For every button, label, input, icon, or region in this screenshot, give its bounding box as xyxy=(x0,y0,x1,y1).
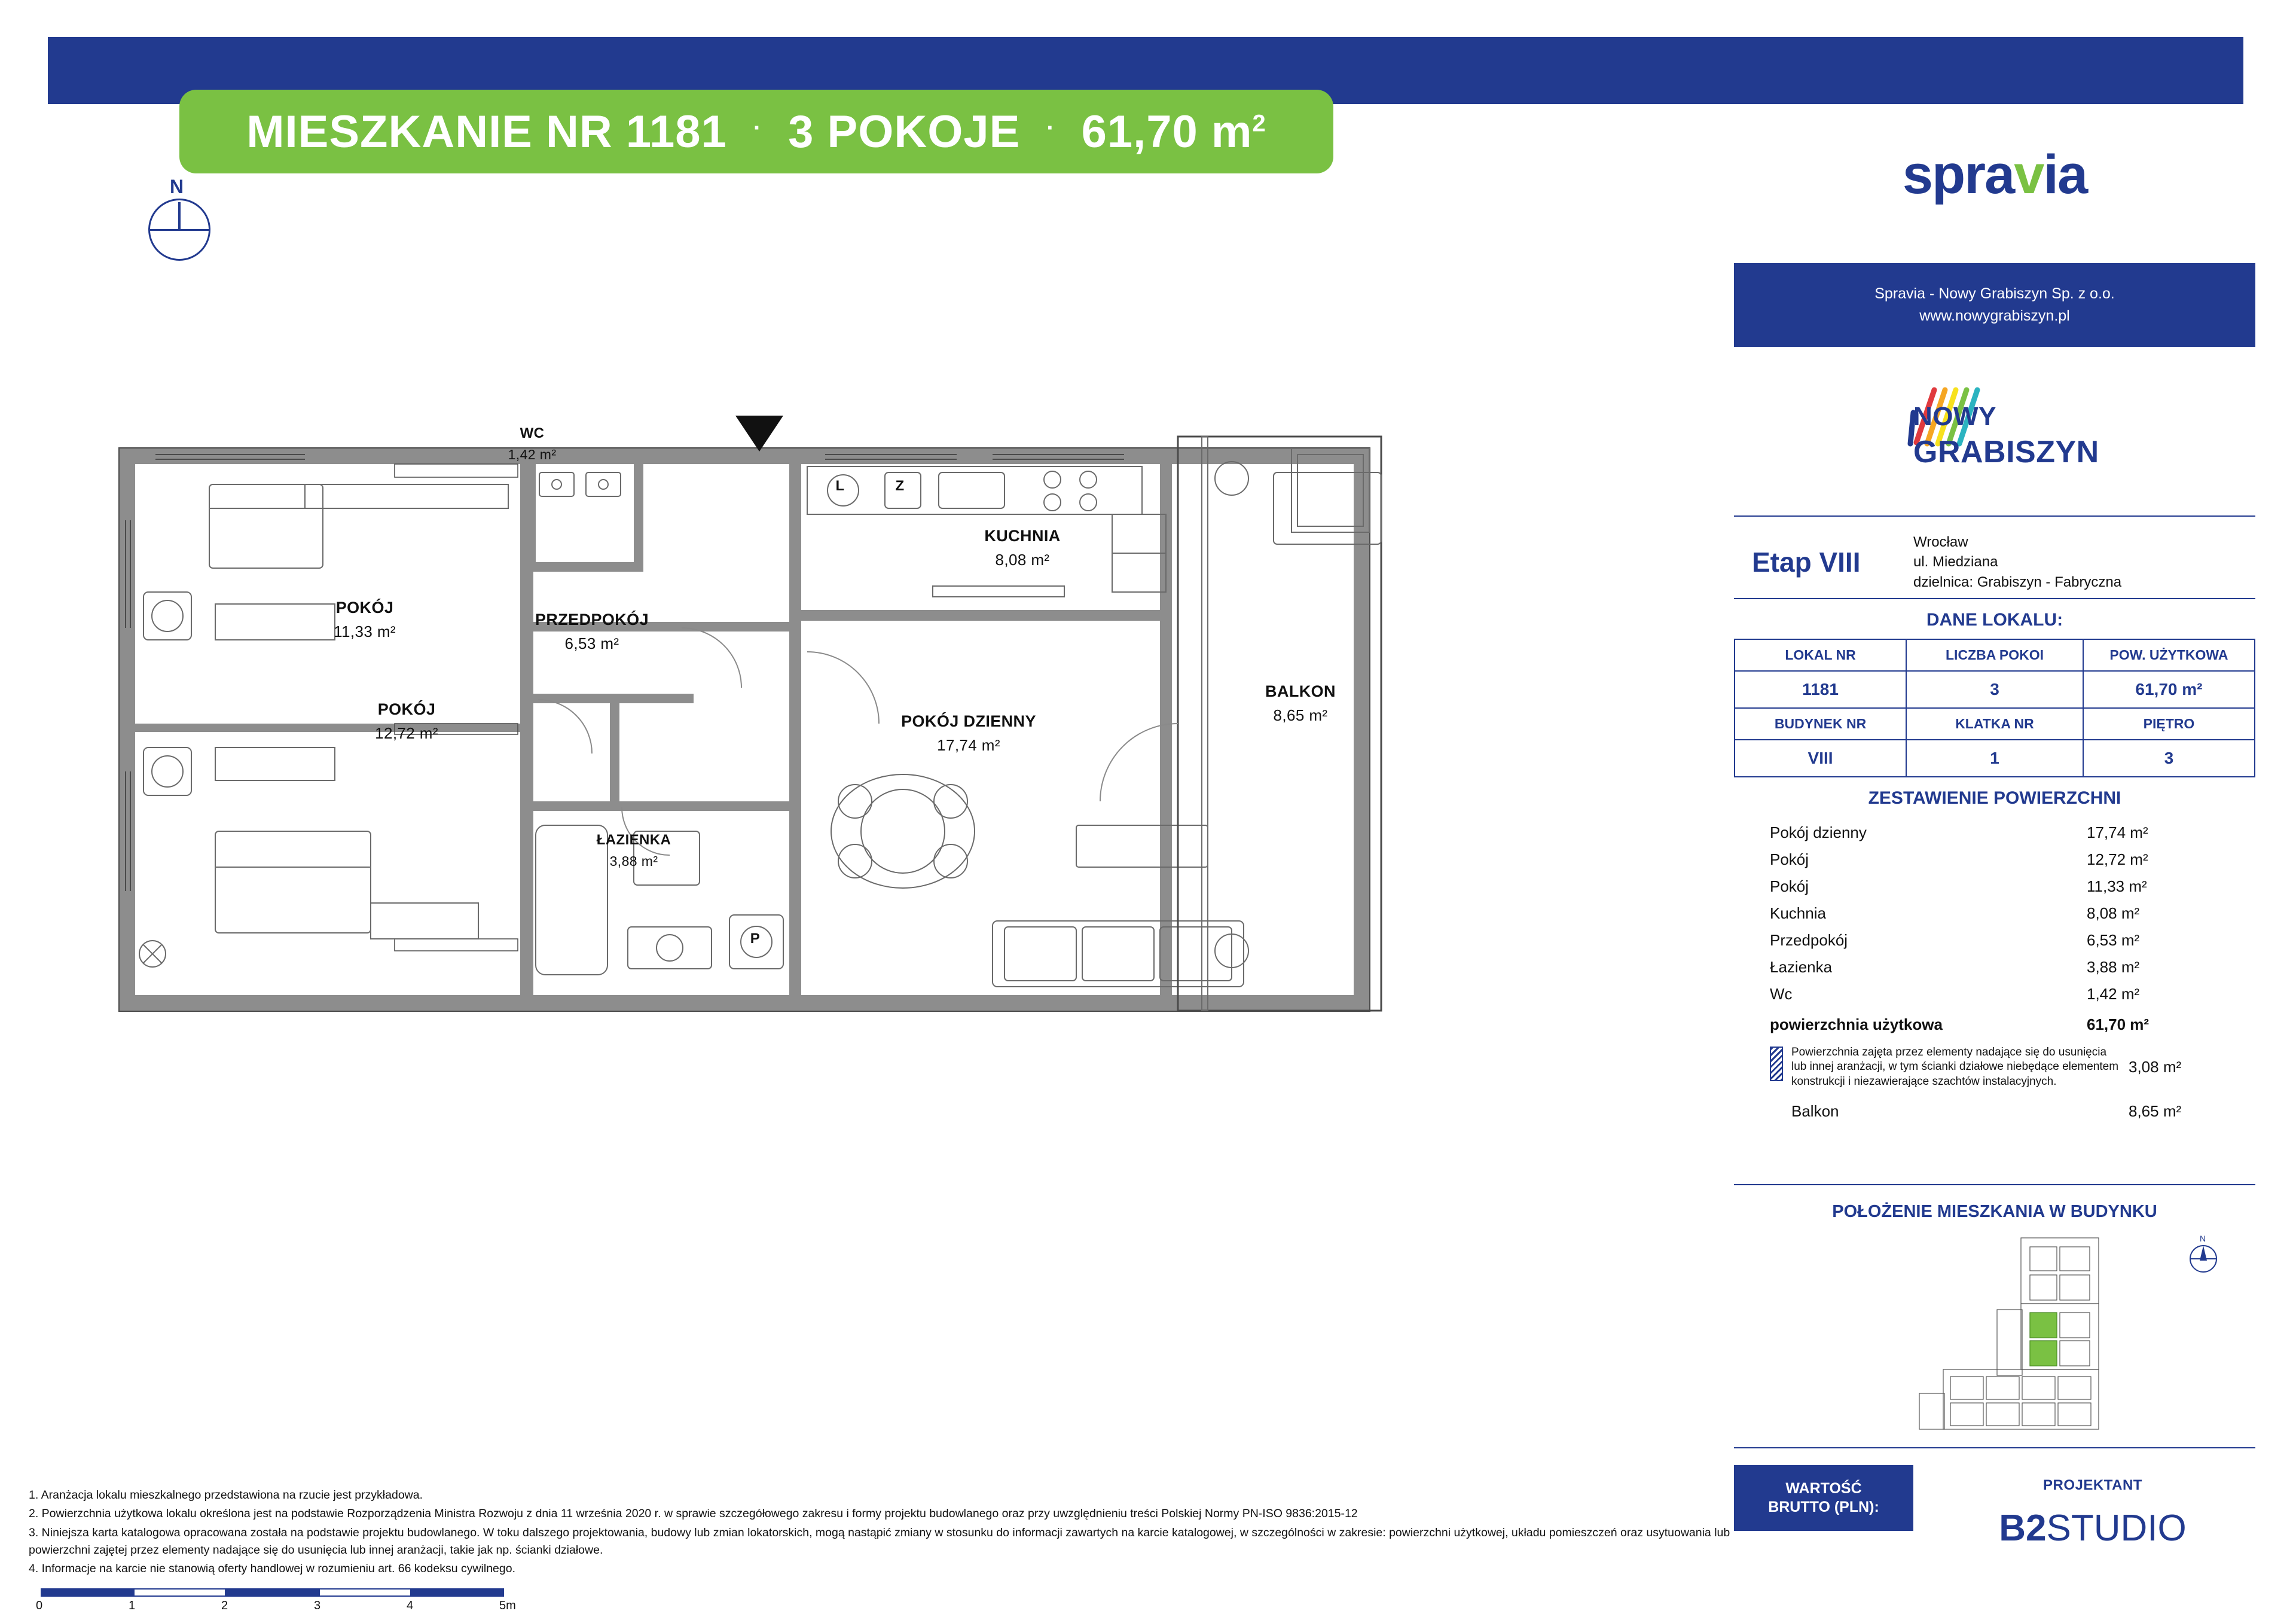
price-label-line-1: WARTOŚĆ xyxy=(1785,1479,1862,1497)
td-pow-uzytkowa: 61,70 m² xyxy=(2083,671,2255,708)
scale-seg-1 xyxy=(41,1588,133,1597)
divider-3 xyxy=(1734,1184,2255,1185)
hatch-swatch-icon xyxy=(1770,1047,1783,1081)
apartment-number: MIESZKANIE NR 1181 xyxy=(246,106,727,157)
balcony-name: Balkon xyxy=(1791,1102,1839,1120)
stage-address xyxy=(1913,532,2121,593)
th-pietro: PIĘTRO xyxy=(2083,708,2255,740)
room-label-pokoj-dzienny: POKÓJ DZIENNY 17,74 m² xyxy=(901,712,1036,754)
title-separator-2: · xyxy=(1046,115,1055,141)
unit-data-table xyxy=(1734,639,2255,777)
appliance-label-l: L xyxy=(835,478,845,494)
unit-data-title: DANE LOKALU: xyxy=(1926,610,2063,630)
room-label-lazienka: ŁAZIENKA 3,88 m² xyxy=(596,832,671,869)
area-name: Przedpokój xyxy=(1770,931,1848,949)
appliance-label-z: Z xyxy=(895,478,905,494)
note-1: 1. Aranżacja lokalu mieszkalnego przedstawiona na rzucie jest przykładowa. xyxy=(29,1488,423,1502)
ng-line-2: GRABISZYN xyxy=(1913,435,2099,469)
scale-seg-3 xyxy=(226,1588,319,1597)
room-label-przedpokoj: PRZEDPOKÓJ 6,53 m² xyxy=(535,611,649,652)
removable-elements-row xyxy=(1770,1041,2242,1094)
area-value: 11,33 m² xyxy=(2087,877,2147,895)
stage-label: Etap VIII xyxy=(1752,547,1861,578)
th-budynek-nr: BUDYNEK NR xyxy=(1735,708,1906,740)
areas-list xyxy=(1770,819,2224,1038)
area-value: 8,08 m² xyxy=(2087,904,2140,922)
area-name: Kuchnia xyxy=(1770,904,1826,922)
floor-plan-drawing xyxy=(108,413,1578,1082)
designer-label: PROJEKTANT xyxy=(2043,1477,2142,1493)
room-count: 3 POKOJE xyxy=(788,106,1021,157)
address-line-2: ul. Miedziana xyxy=(1913,554,1998,571)
logo-part-2: v xyxy=(2014,144,2044,205)
appliance-label-p: P xyxy=(750,931,761,947)
divider-1 xyxy=(1734,515,2255,517)
scale-tick-5: 5m xyxy=(499,1599,516,1612)
area-row xyxy=(1770,873,2224,900)
logo-part-1: spra xyxy=(1902,144,2014,205)
balcony-row xyxy=(1770,1094,2242,1121)
company-name: Spravia - Nowy Grabiszyn Sp. z o.o. xyxy=(1874,285,2115,302)
th-lokal-nr: LOKAL NR xyxy=(1735,639,1906,671)
logo-part-3: ia xyxy=(2043,144,2087,205)
note-2: 2. Powierzchnia użytkowa lokalu określona jest na podstawie Rozporządzenia Ministra Rozwoju z dnia 11 września 2020 r. w sprawie szczegółowego zakresu i formy projektu budowlanego oraz przy uwzględnieniu treści Polskiej Normy PN-ISO 9836:2015-12 xyxy=(29,1507,1358,1521)
area-name: Pokój xyxy=(1770,850,1809,868)
title-separator-1: · xyxy=(753,115,762,141)
area-row xyxy=(1770,954,2224,981)
area-name: Wc xyxy=(1770,985,1793,1003)
company-website[interactable]: www.nowygrabiszyn.pl xyxy=(1919,307,2070,324)
floor-plan xyxy=(108,413,1578,1082)
room-label-pokoj-1: POKÓJ 11,33 m² xyxy=(334,599,396,640)
keyplan-compass-icon xyxy=(2182,1232,2224,1280)
area-row xyxy=(1770,846,2224,873)
divider-2 xyxy=(1734,598,2255,599)
table-value-row-bottom xyxy=(1735,740,2255,777)
ng-line-1: NOWY xyxy=(1913,402,1996,431)
note-4: 4. Informacje na karcie nie stanowią oferty handlowej w rozumieniu art. 66 kodeksu cywilnego. xyxy=(29,1562,516,1575)
area-total-row xyxy=(1770,1011,2224,1038)
td-budynek-nr: VIII xyxy=(1735,740,1906,777)
price-label-line-2: BRUTTO (PLN): xyxy=(1768,1499,1879,1515)
location-title: POŁOŻENIE MIESZKANIA W BUDYNKU xyxy=(1832,1202,2157,1221)
area-row xyxy=(1770,900,2224,927)
area-row xyxy=(1770,981,2224,1008)
area-value: 6,53 m² xyxy=(2087,931,2140,949)
designer-logo xyxy=(1931,1507,2254,1549)
company-info-bar xyxy=(1734,263,2255,347)
balcony-value: 8,65 m² xyxy=(2129,1102,2182,1120)
scale-tick-2: 2 xyxy=(221,1599,228,1612)
td-lokal-nr: 1181 xyxy=(1735,671,1906,708)
scale-tick-4: 4 xyxy=(407,1599,414,1612)
td-liczba-pokoi: 3 xyxy=(1906,671,2083,708)
stage-row xyxy=(1734,526,2255,598)
designer-logo-part-2: STUDIO xyxy=(2046,1508,2187,1549)
area-total-value: 61,70 m² xyxy=(2087,1015,2150,1033)
compass-needle xyxy=(178,202,181,231)
keyplan-compass-drawing xyxy=(2182,1232,2224,1280)
th-liczba-pokoi: LICZBA POKOI xyxy=(1906,639,2083,671)
area-name: Pokój xyxy=(1770,877,1809,895)
area-row xyxy=(1770,927,2224,954)
keyplan-drawing xyxy=(1907,1232,2158,1447)
spravia-logo xyxy=(1734,144,2255,206)
scale-tick-0: 0 xyxy=(36,1599,43,1612)
td-pietro: 3 xyxy=(2083,740,2255,777)
area-total-name: powierzchnia użytkowa xyxy=(1770,1015,1943,1033)
room-label-pokoj-2: POKÓJ 12,72 m² xyxy=(375,700,438,742)
table-header-row-top xyxy=(1735,639,2255,671)
address-line-1: Wrocław xyxy=(1913,533,1968,550)
compass-north-label: N xyxy=(170,176,184,197)
table-header-row-bottom xyxy=(1735,708,2255,740)
room-label-kuchnia: KUCHNIA 8,08 m² xyxy=(984,527,1061,569)
room-label-wc: WC 1,42 m² xyxy=(508,425,557,462)
scale-seg-5 xyxy=(411,1588,504,1597)
scale-seg-2 xyxy=(133,1588,226,1597)
area-value: 12,72 m² xyxy=(2087,850,2148,868)
svg-text:N: N xyxy=(2200,1234,2206,1243)
area-value: 3,88 m² xyxy=(2087,958,2140,976)
td-klatka-nr: 1 xyxy=(1906,740,2083,777)
table-value-row-top xyxy=(1735,671,2255,708)
price-box xyxy=(1734,1465,1913,1531)
scale-tick-1: 1 xyxy=(129,1599,136,1612)
area-name: Pokój dzienny xyxy=(1770,823,1867,841)
legal-notes xyxy=(29,1487,1739,1579)
room-label-balkon: BALKON 8,65 m² xyxy=(1265,682,1336,724)
area-value: 17,74 m² xyxy=(2087,823,2148,841)
nowy-grabiszyn-text xyxy=(1913,402,2099,470)
removable-elements-value: 3,08 m² xyxy=(2129,1057,2182,1076)
th-pow-uzytkowa: POW. UŻYTKOWA xyxy=(2083,639,2255,671)
scale-tick-3: 3 xyxy=(314,1599,321,1612)
area-row xyxy=(1770,819,2224,846)
building-keyplan xyxy=(1907,1232,2158,1447)
scale-bar xyxy=(29,1578,567,1613)
area-name: Łazienka xyxy=(1770,958,1833,976)
compass-icon xyxy=(136,176,220,263)
page-title xyxy=(179,90,1333,173)
area-value: 1,42 m² xyxy=(2087,985,2140,1003)
areas-title: ZESTAWIENIE POWIERZCHNI xyxy=(1868,788,2121,808)
note-3: 3. Niniejsza karta katalogowa opracowana została na podstawie projektu budowlanego. W toku dalszego projektowania, budowy lub zmian lokatorskich, mogą nastąpić zmiany w stosunku do informacji zawartych na karcie katalogowej, w szczególności w zakresie: powierzchni użytkowej, układu pomieszczeń oraz usytuowania lub powierzchni zajętej przez elementy nadające się do usunięcia lub innej aranżacji, takie jak np. ścianki działowe. xyxy=(29,1526,1730,1557)
removable-elements-note: Powierzchnia zajęta przez elementy nadające się do usunięcia lub innej aranżacji, w tym ścianki działowe niebędące elementem konstrukcji i niezawierające szachtów instalacyjnych. xyxy=(1791,1046,2119,1088)
extra-areas xyxy=(1770,1041,2242,1121)
th-klatka-nr: KLATKA NR xyxy=(1906,708,2083,740)
divider-4 xyxy=(1734,1447,2255,1448)
address-line-3: dzielnica: Grabiszyn - Fabryczna xyxy=(1913,573,2122,590)
designer-logo-part-1: B2 xyxy=(1999,1508,2047,1549)
scale-seg-4 xyxy=(319,1588,411,1597)
total-area: 61,70 $m^2$ xyxy=(1081,106,1266,157)
